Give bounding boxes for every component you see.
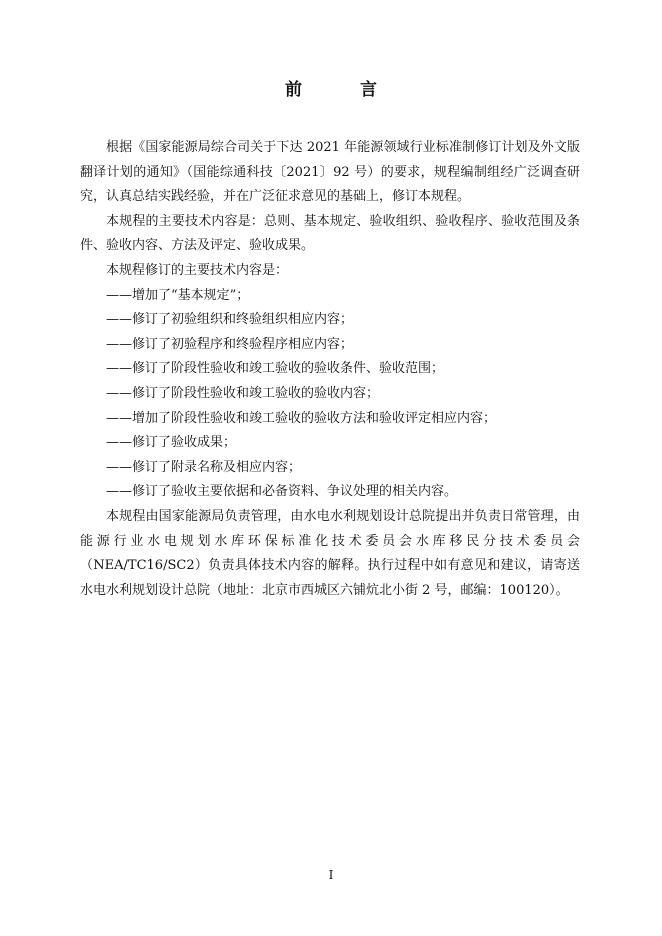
paragraph-main-content: 本规程的主要技术内容是：总则、基本规定、验收组织、验收程序、验收范围及条件、验收内容、方法及评定、验收成果。	[80, 213, 580, 254]
list-item: ——增加了阶段性验收和竣工验收的验收方法和验收评定相应内容；	[106, 410, 497, 426]
paragraph-management: 本规程由国家能源局负责管理，由水电水利规划设计总院提出并负责日常管理，由能源行业水电规划水库环保标准化技术委员会水库移民分技术委员会（NEA/TC16/SC2）负责具体技术内容的解释。执行过程中如有意见和建议，请寄送水电水利规划设计总院（地址：北京市西城区六铺炕北小街 2 号，邮编：100120）。	[80, 508, 580, 598]
list-item: ——修订了初验组织和终验组织相应内容；	[106, 312, 354, 328]
list-item: ——修订了验收主要依据和必备资料、争议处理的相关内容。	[106, 484, 458, 500]
list-item: ——修订了阶段性验收和竣工验收的验收内容；	[106, 385, 380, 401]
list-item: ——修订了阶段性验收和竣工验收的验收条件、验收范围；	[106, 361, 445, 377]
list-item: ——增加了“基本规定”；	[106, 287, 250, 303]
list-item: ——修订了附录名称及相应内容；	[106, 459, 302, 475]
page-number: I	[328, 868, 334, 882]
paragraph-revision-intro: 本规程修订的主要技术内容是：	[106, 262, 289, 278]
list-item: ——修订了初验程序和终验程序相应内容；	[106, 336, 354, 352]
list-item: ——修订了验收成果；	[106, 435, 237, 451]
preface-body	[80, 136, 580, 603]
paragraph-basis: 根据《国家能源局综合司关于下达 2021 年能源领域行业标准制修订计划及外文版翻译计划的通知》（国能综通科技〔2021〕92 号）的要求，规程编制组经广泛调查研究，认真总结实践经验，并在广泛征求意见的基础上，修订本规程。	[80, 140, 580, 205]
page-title: 前 言	[285, 80, 403, 100]
